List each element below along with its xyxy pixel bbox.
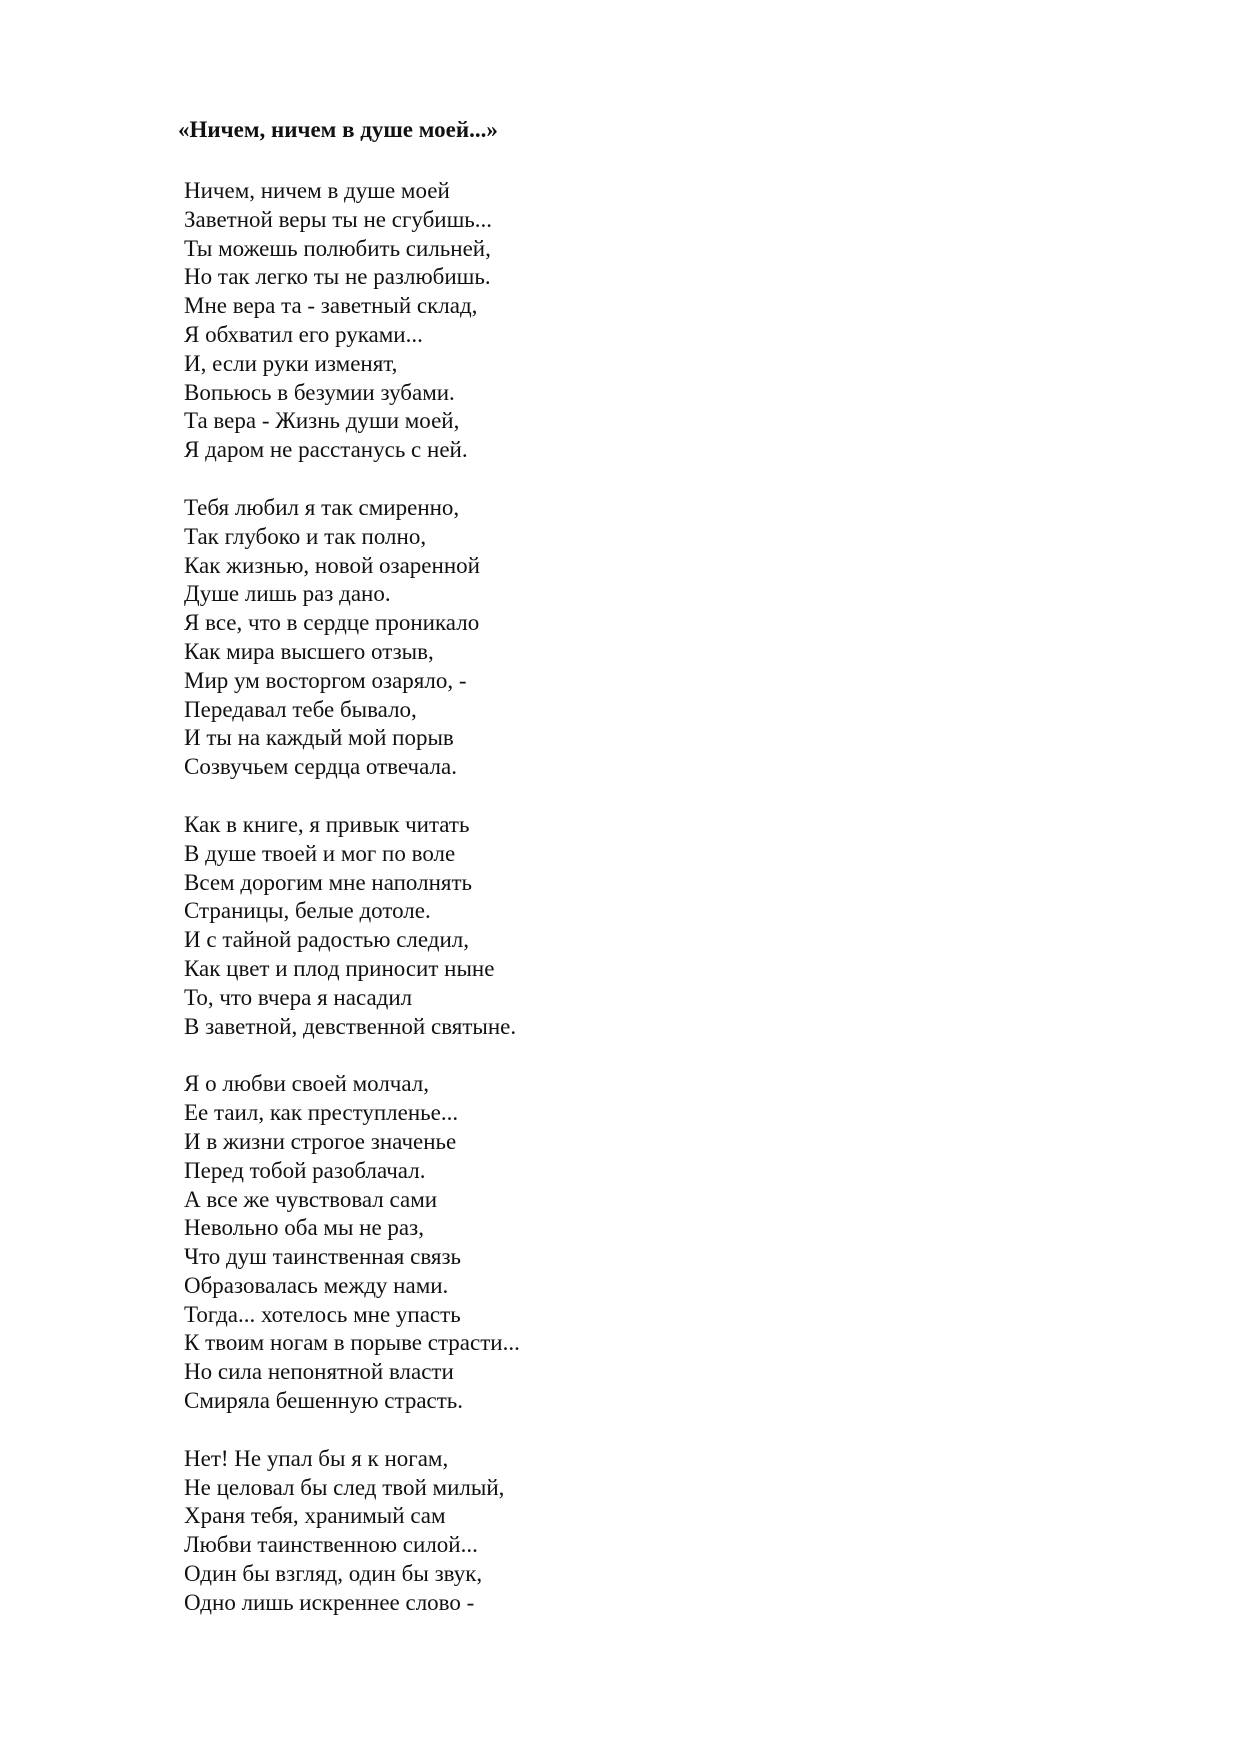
poem-line: Любви таинственною силой... xyxy=(184,1532,478,1558)
poem-title: «Ничем, ничем в душе моей...» xyxy=(178,117,498,142)
poem-line: Не целовал бы след твой милый, xyxy=(184,1474,505,1500)
poem-line: И в жизни строгое значенье xyxy=(184,1128,457,1154)
stanza xyxy=(184,1445,1084,1618)
poem-line: Передавал тебе бывало, xyxy=(184,696,417,722)
poem-line: Так глубоко и так полно, xyxy=(184,523,427,549)
stanza xyxy=(184,494,1084,782)
poem-line: Смиряла бешенную страсть. xyxy=(184,1388,464,1414)
poem-line: Та вера - Жизнь души моей, xyxy=(184,408,460,434)
poem-line: Я обхватил его руками... xyxy=(184,321,423,347)
poem-line: То, что вчера я насадил xyxy=(184,984,413,1010)
poem-line: Храня тебя, хранимый сам xyxy=(184,1503,446,1529)
poem-line: Как мира высшего отзыв, xyxy=(184,638,434,664)
poem-line: Невольно оба мы не раз, xyxy=(184,1215,424,1241)
poem-line: Перед тобой разоблачал. xyxy=(184,1157,426,1183)
poem-line: Мир ум восторгом озаряло, - xyxy=(184,667,467,693)
poem-line: Как жизнью, новой озаренной xyxy=(184,552,480,578)
poem-line: Один бы взгляд, один бы звук, xyxy=(184,1561,483,1587)
poem-line: Нет! Не упал бы я к ногам, xyxy=(184,1445,449,1471)
poem-line: Ничем, ничем в душе моей xyxy=(184,178,450,203)
poem-line: Созвучьем сердца отвечала. xyxy=(184,754,457,780)
poem-line: Всем дорогим мне наполнять xyxy=(184,869,473,895)
poem-line: Но так легко ты не разлюбишь. xyxy=(184,264,491,290)
poem-line: К твоим ногам в порыве страсти... xyxy=(184,1330,520,1356)
poem-line: Но сила непонятной власти xyxy=(184,1359,454,1385)
poem-line: Что душ таинственная связь xyxy=(184,1244,462,1270)
poem-line: Тогда... хотелось мне упасть xyxy=(184,1301,461,1327)
poem-line: Я о любви своей молчал, xyxy=(184,1071,430,1097)
poem-line: Душе лишь раз дано. xyxy=(184,581,391,607)
poem-line: И ты на каждый мой порыв xyxy=(184,725,454,751)
poem-line: Я даром не расстанусь с ней. xyxy=(184,437,468,463)
poem-line: А все же чувствовал сами xyxy=(184,1186,438,1212)
poem-line: Заветной веры ты не сгубишь... xyxy=(184,206,493,232)
poem-line: Ее таил, как преступленье... xyxy=(184,1100,459,1126)
poem-line: Тебя любил я так смиренно, xyxy=(184,494,460,520)
poem-line: Одно лишь искреннее слово - xyxy=(184,1589,475,1615)
poem-line: В заветной, девственной святыне. xyxy=(184,1013,517,1039)
poem-line: В душе твоей и мог по воле xyxy=(184,840,456,866)
stanza xyxy=(184,177,1084,465)
poem-line: И, если руки изменят, xyxy=(184,350,398,376)
poem-line: Мне вера та - заветный склад, xyxy=(184,293,478,319)
stanza xyxy=(184,811,1084,1041)
poem-line: Вопьюсь в безумии зубами. xyxy=(184,379,455,405)
poem-line: Страницы, белые дотоле. xyxy=(184,898,431,924)
poem-line: И с тайной радостью следил, xyxy=(184,927,470,953)
stanza xyxy=(184,1070,1084,1416)
poem-line: Ты можешь полюбить сильней, xyxy=(184,235,491,261)
poem-line: Как в книге, я привык читать xyxy=(184,811,470,837)
poem-line: Я все, что в сердце проникало xyxy=(184,610,480,636)
poem-body xyxy=(184,177,1084,1647)
poem-line: Как цвет и плод приносит ныне xyxy=(184,955,495,981)
poem-line: Образовалась между нами. xyxy=(184,1272,449,1298)
